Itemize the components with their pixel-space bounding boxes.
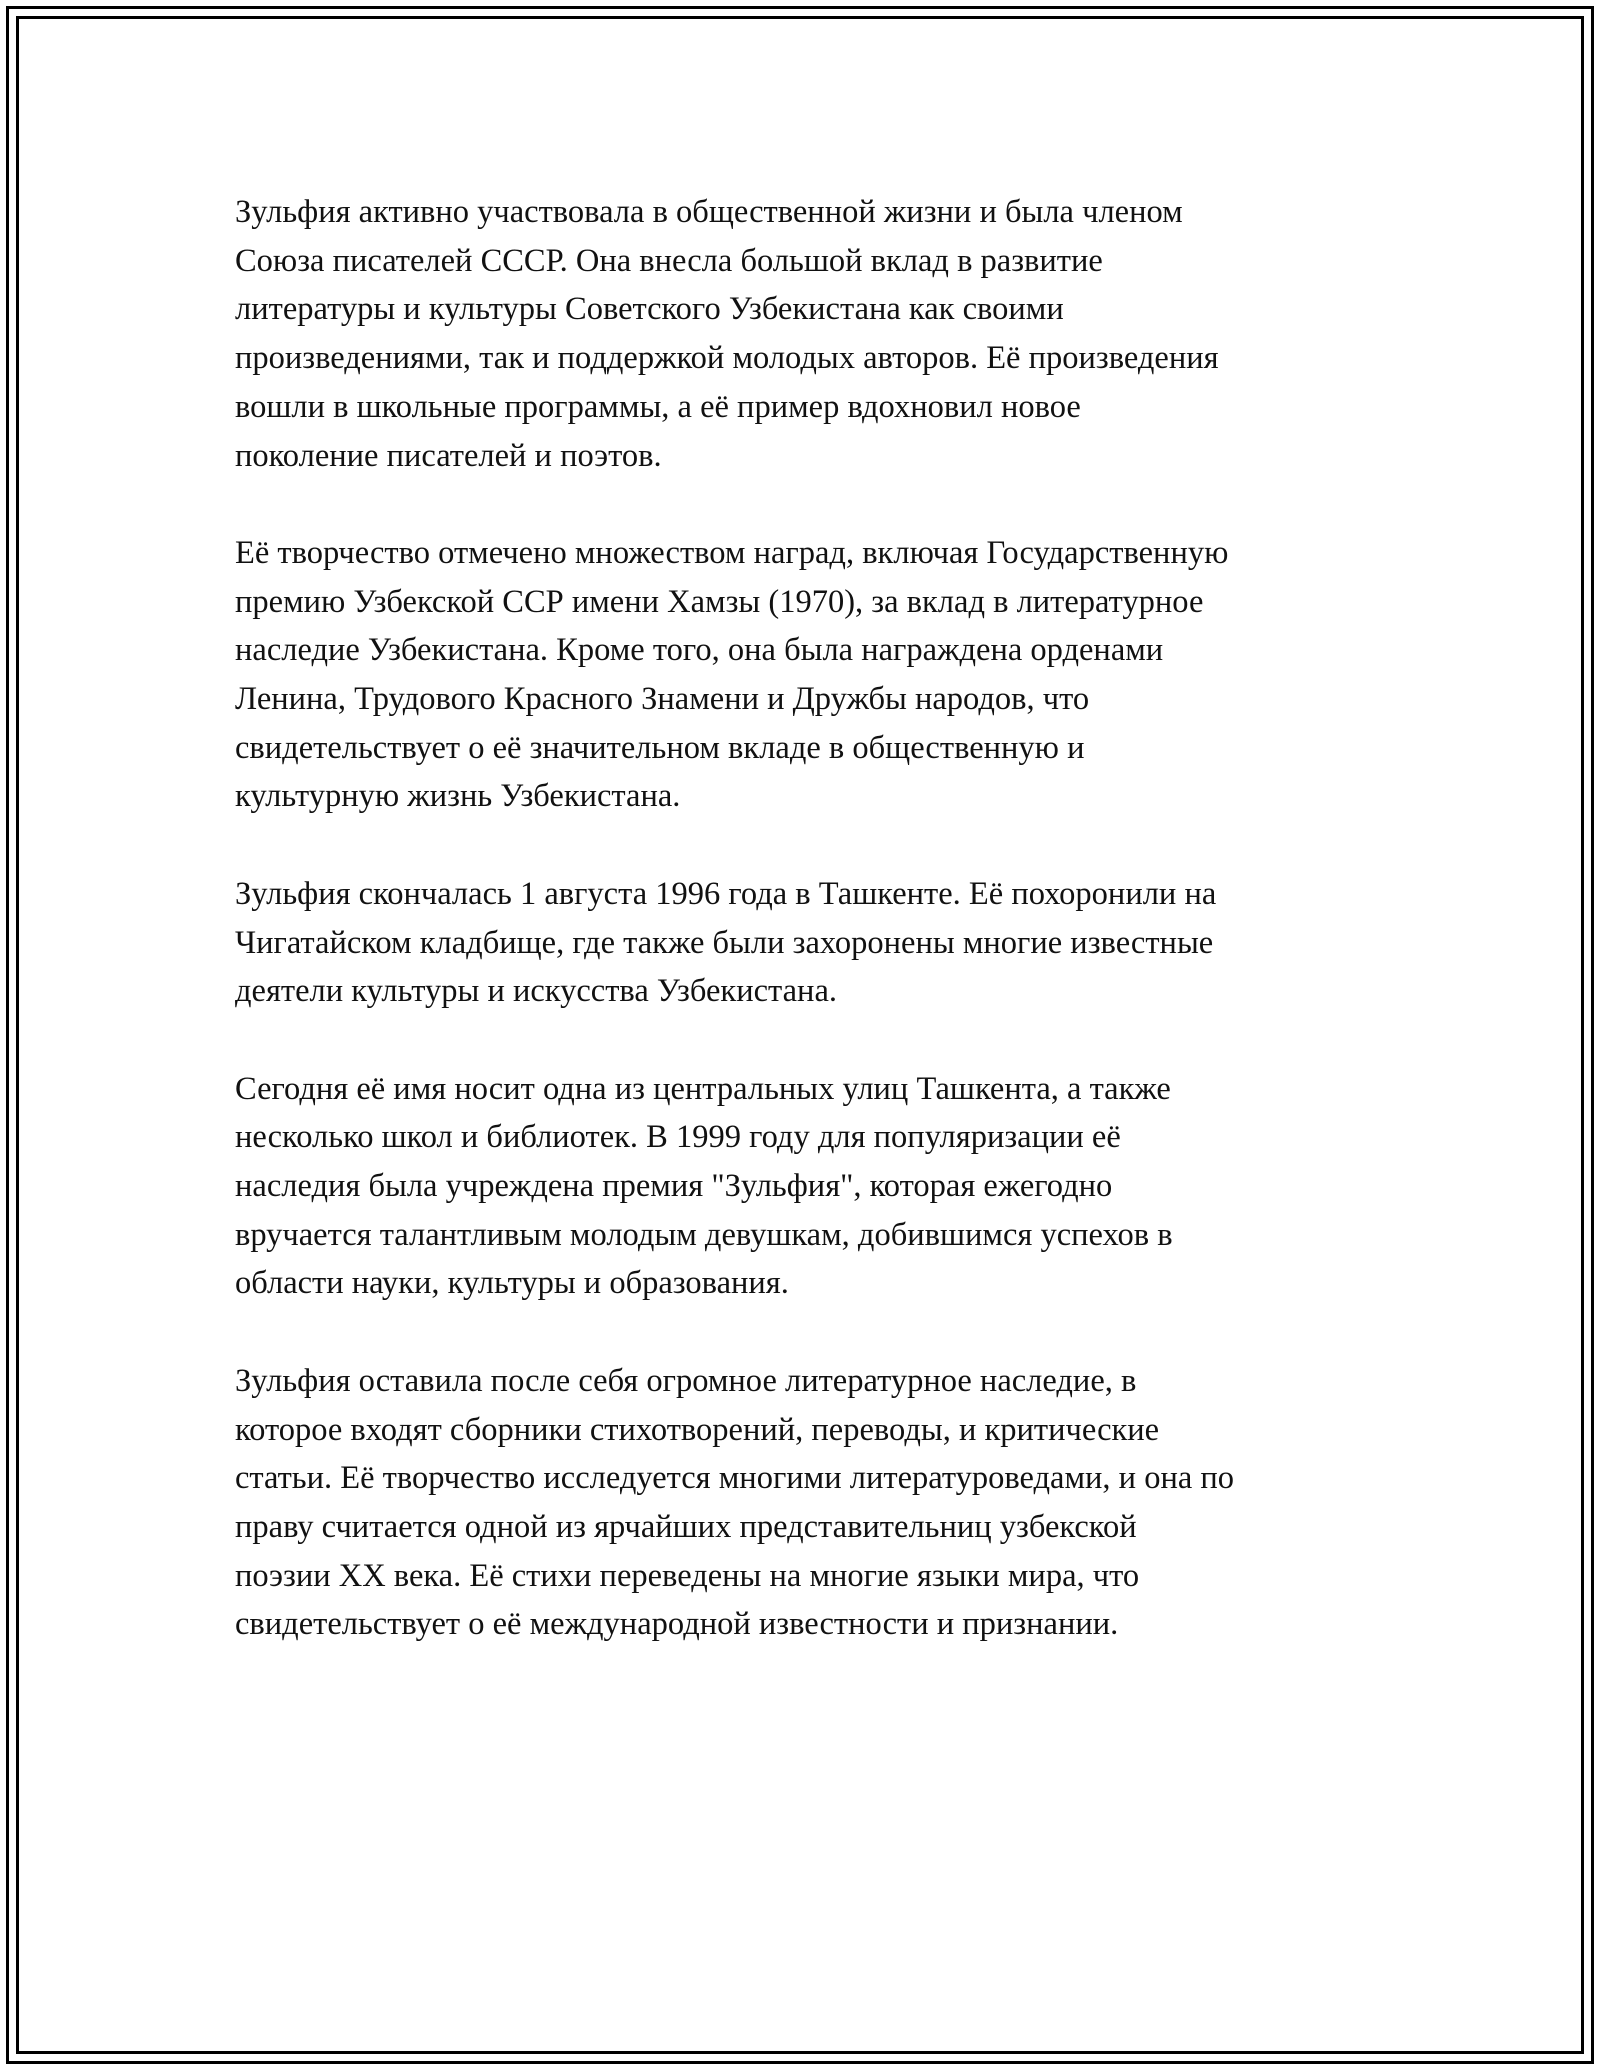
paragraph-literary-heritage: Зульфия оставила после себя огромное литературное наследие, в которое входят сборники стихотворений, переводы, и критические статьи. Её творчество исследуется многими литературоведами, и она по праву считается одной из ярчайших представительниц узбекской поэзии XX века. Её стихи переведены на многие языки мира, что свидетельствует о её международной известности и признании. — [235, 1362, 1235, 1643]
paragraph-awards: Её творчество отмечено множеством наград, включая Государственную премию Узбекской ССР имени Хамзы (1970), за вклад в литературное наследие Узбекистана. Кроме того, она была награждена орденами Ленина, Трудового Красного Знамени и Дружбы народов, что свидетельствует о её значительном вкладе в общественную и культурную жизнь Узбекистана. — [235, 534, 1229, 815]
paragraph-public-life: Зульфия активно участвовала в общественной жизни и была членом Союза писателей СССР. Она внесла большой вклад в развитие литературы и культуры Советского Узбекистана как своими произведениями, так и поддержкой молодых авторов. Её произведения вошли в школьные программы, а её пример вдохновил новое поколение писателей и поэтов. — [235, 194, 1219, 474]
paragraph-legacy-honors: Сегодня её имя носит одна из центральных улиц Ташкента, а также несколько школ и библиотек. В 1999 году для популяризации её наследия была учреждена премия "Зульфия", которая ежегодно вручается талантливым молодым девушкам, добившимся успехов в области науки, культуры и образования. — [235, 1070, 1173, 1302]
document-body — [235, 188, 1375, 1698]
paragraph-death: Зульфия скончалась 1 августа 1996 года в Ташкенте. Её похоронили на Чигатайском кладбище, где также были захоронены многие известные деятели культуры и искусства Узбекистана. — [235, 875, 1217, 1010]
